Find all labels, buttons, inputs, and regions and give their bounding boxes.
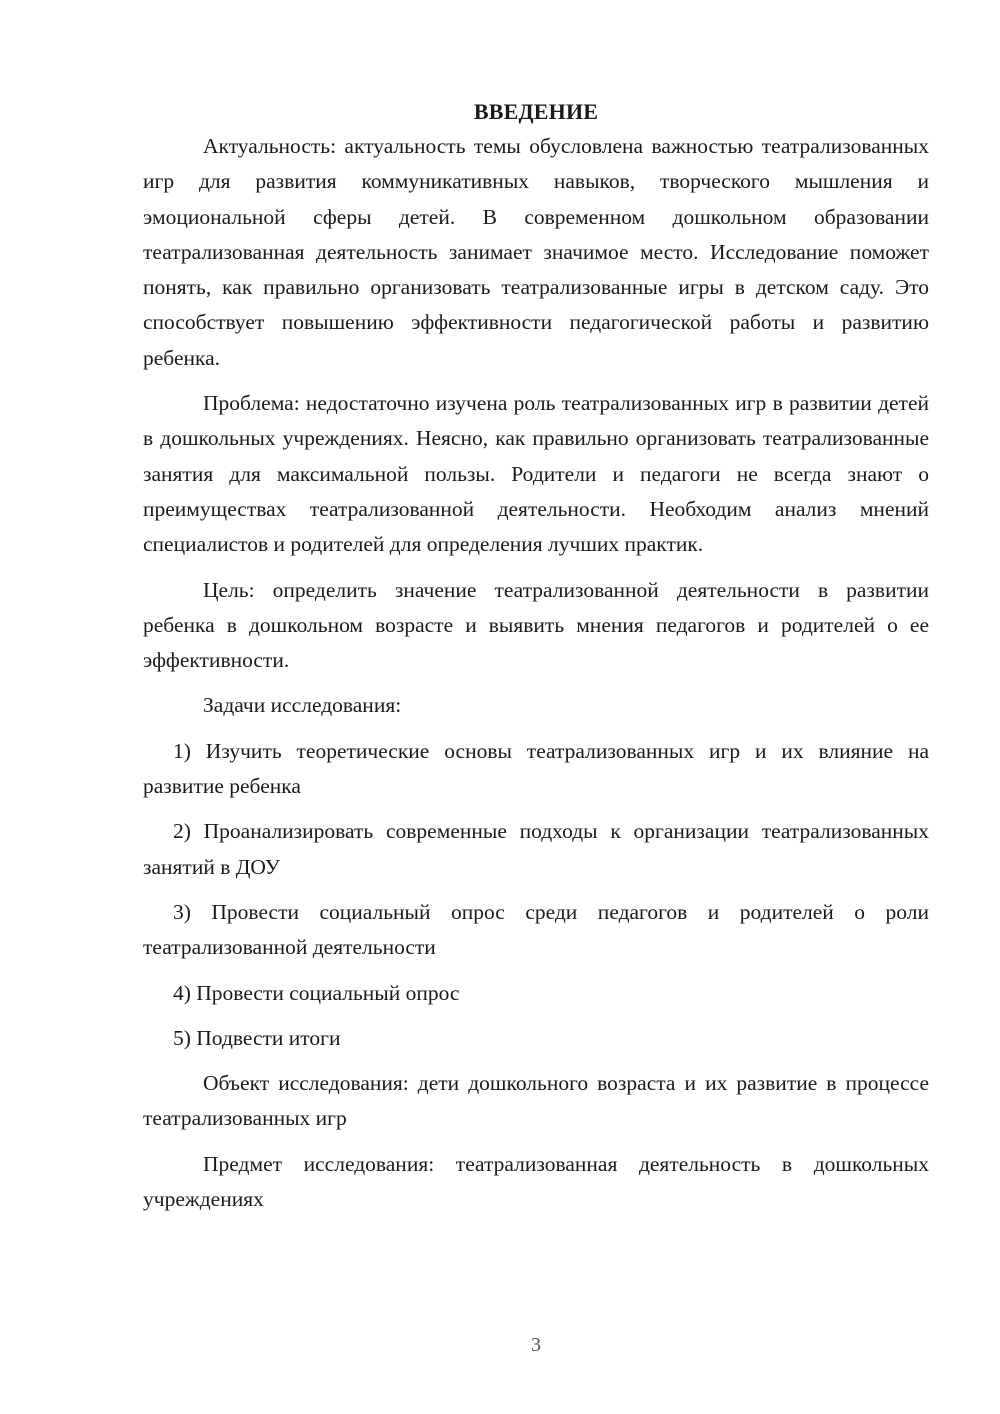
tasks-list — [143, 734, 929, 1056]
problem-paragraph: Проблема: недостаточно изучена роль театрализованных игр в развитии детей в дошкольных учреждениях. Неясно, как правильно организовать театрализованные занятия для максимальной пользы. Родители и педагоги не всегда знают о преимуществах театрализованной деятельности. Необходим анализ мнений специалистов и родителей для определения лучших практик. — [143, 391, 929, 557]
relevance-paragraph: Актуальность: актуальность темы обусловлена важностью театрализованных игр для развития коммуникативных навыков, творческого мышления и эмоциональной сферы детей. В современном дошкольном образовании театрализованная деятельность занимает значимое место. Исследование поможет понять, как правильно организовать театрализованные игры в детском саду. Это способствует повышению эффективности педагогической работы и развитию ребенка. — [143, 134, 929, 370]
task-item-3: 3) Провести социальный опрос среди педагогов и родителей о роли театрализованной деятельности — [143, 899, 929, 960]
object-paragraph: Объект исследования: дети дошкольного возраста и их развитие в процессе театрализованных игр — [143, 1071, 929, 1131]
section-heading: ВВЕДЕНИЕ — [473, 99, 599, 124]
page-number: 3 — [531, 1334, 541, 1356]
task-item-1: 1) Изучить теоретические основы театрализованных игр и их влияние на развитие ребенка — [143, 738, 929, 799]
document-page — [143, 94, 929, 1227]
tasks-heading: Задачи исследования: — [203, 693, 402, 718]
task-item-5: 5) Подвести итоги — [173, 1025, 341, 1050]
task-item-2: 2) Проанализировать современные подходы к организации театрализованных занятий в ДОУ — [143, 819, 929, 879]
subject-paragraph: Предмет исследования: театрализованная деятельность в дошкольных учреждениях — [143, 1151, 929, 1212]
goal-paragraph: Цель: определить значение театрализованной деятельности в развитии ребенка в дошкольном возрасте и выявить мнения педагогов и родителей о ее эффективности. — [143, 577, 929, 673]
task-item-4: 4) Провести социальный опрос — [173, 980, 460, 1005]
